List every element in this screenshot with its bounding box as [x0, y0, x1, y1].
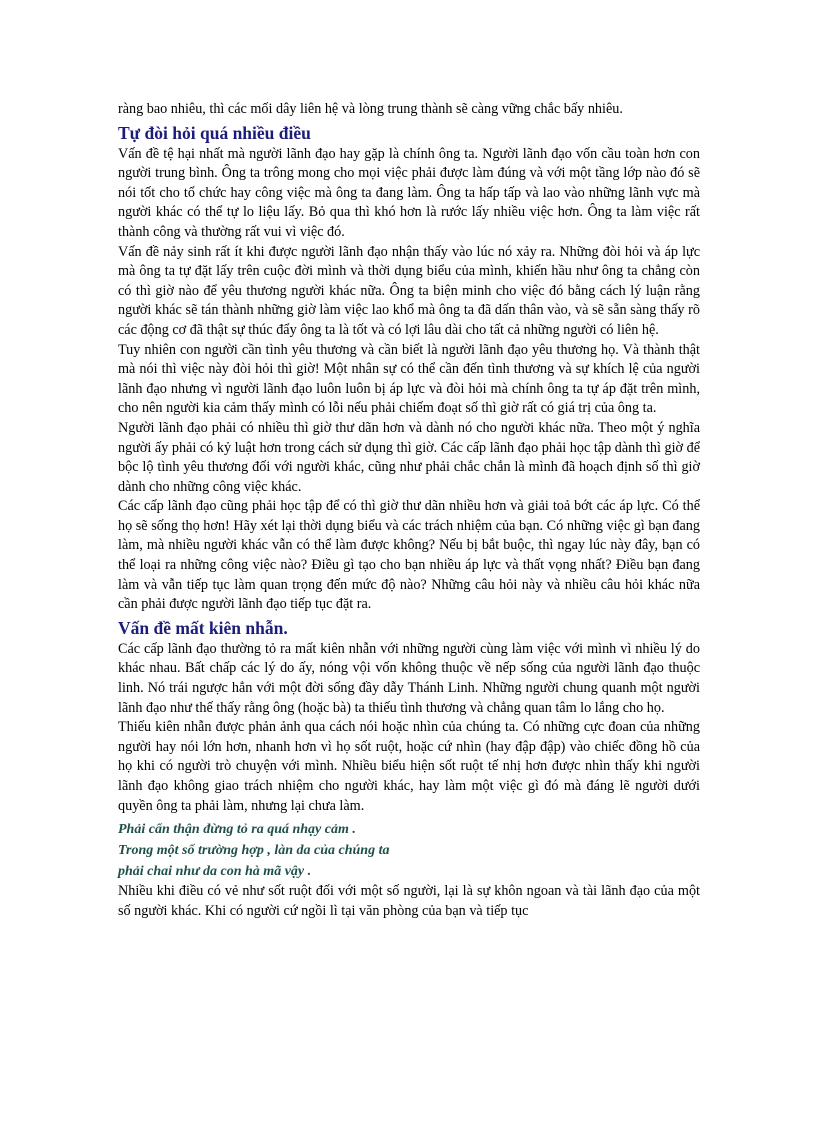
section-heading-demanding: Tự đòi hỏi quá nhiều điều: [118, 122, 311, 143]
paragraph: Thiếu kiên nhẫn được phản ảnh qua cách nói hoặc nhìn của chúng ta. Có những cực đoan của những người hay nói lớn hơn, nhanh hơn vì họ sốt ruột, hoặc cứ nhìn (hay đập đập) vào chiếc đồng hồ của họ khi có người trò chuyện với mình. Nhiều biểu hiện sốt ruột tế nhị hơn được nhìn thấy khi người lãnh đạo không giao trách nhiệm cho người khác, hay làm một việc gì đó mà đáng lẽ người dưới quyền ông ta phải làm, nhưng lại chưa làm.: [118, 719, 700, 814]
paragraph: Vấn đề nảy sinh rất ít khi được người lãnh đạo nhận thấy vào lúc nó xảy ra. Những đòi hỏi và áp lực mà ông ta tự đặt lấy trên cuộc đời mình và thời dụng biểu của mình, khiến hầu như ông ta chẳng còn có thì giờ nào để yêu thương người khác nữa. Ông ta biện minh cho việc đó bằng cách lý luận rằng người khác sẽ tán thành những giờ làm việc lao khổ mà ông ta đã dấn thân vào, và sẽ sẵn sàng thấy rõ các động cơ đã thật sự thúc đẩy ông ta là tốt và có lợi lâu dài cho tất cả những người có liên hệ.: [118, 243, 700, 338]
section-heading-impatience: Vấn đề mất kiên nhẫn.: [118, 617, 288, 638]
lead-line: ràng bao nhiêu, thì các mối dây liên hệ và lòng trung thành sẽ càng vững chắc bấy nhiêu.: [118, 101, 623, 117]
highlighted-quote-line: Phải cẩn thận đừng tỏ ra quá nhạy cảm .: [118, 822, 356, 838]
paragraph: Các cấp lãnh đạo cũng phải học tập để có thì giờ thư dãn nhiều hơn và giải toả bớt các áp lực. Có thể họ sẽ sống thọ hơn! Hãy xét lại thời dụng biểu và các trách nhiệm của bạn. Có những việc gì bạn đang làm, mà nhiều người khác vẫn có thể làm được không? Nếu bị bắt buộc, thì ngay lúc này đây, bạn có thể loại ra những công việc nào? Điều gì tạo cho bạn nhiều áp lực và thất vọng nhất? Điều bạn đang làm và vẫn tiếp tục làm quan trọng đến mức độ nào? Những câu hỏi này và nhiều câu hỏi khác nữa cần phải được người lãnh đạo tiếp tục đặt ra.: [118, 498, 700, 613]
highlighted-quote-line: Trong một số trường hợp , làn da của chúng ta: [118, 843, 390, 859]
highlighted-quote-line: phải chai như da con hà mã vậy .: [118, 864, 312, 880]
paragraph: Vấn đề tệ hại nhất mà người lãnh đạo hay gặp là chính ông ta. Người lãnh đạo vốn cầu toàn hơn con người trung bình. Ông ta trông mong cho mọi việc phải được làm đúng và với một tầng lớp nào đó sẽ nói tốt cho tổ chức hay công việc mà ông ta đang làm. Ông ta hấp tấp và lao vào những lãnh vực mà người khác có thể tự lo liệu lấy. Bỏ qua thì khó hơn là rước lấy nhiều việc hơn. Ông ta làm việc rất thành công và thường rất vui vì việc đó.: [118, 145, 700, 240]
paragraph: Nhiều khi điều có vẻ như sốt ruột đối với một số người, lại là sự khôn ngoan và tài lãnh đạo của một số người khác. Khi có người cứ ngồi lì tại văn phòng của bạn và tiếp tục: [118, 883, 700, 919]
paragraph: Các cấp lãnh đạo thường tỏ ra mất kiên nhẫn với những người cùng làm việc với mình vì nhiều lý do khác nhau. Bất chấp các lý do ấy, nóng vội vốn không thuộc về nếp sống của người lãnh đạo thuộc linh. Nó trái ngược hẳn với một đời sống đầy dẫy Thánh Linh. Những người chung quanh một người lãnh đạo như thế thấy rằng ông (hoặc bà) ta thiếu tình thương và chẳng quan tâm lo lắng cho họ.: [118, 640, 700, 716]
document-page: [118, 100, 700, 921]
paragraph: Tuy nhiên con người cần tình yêu thương và cần biết là người lãnh đạo yêu thương họ. Và thành thật mà nói thì việc này đòi hỏi thì giờ! Một nhân sự có thể cần đến tình thương và sự khích lệ của người lãnh đạo nhưng vì người lãnh đạo luôn luôn bị áp lực và đòi hỏi mà chính ông ta tự áp đặt trên mình, cho nên người kia cảm thấy mình có lỗi nếu phải chiếm đoạt số thì giờ rất có giá trị của ông ta.: [118, 341, 700, 417]
paragraph: Người lãnh đạo phải có nhiều thì giờ thư dãn hơn và dành nó cho người khác nữa. Theo một ý nghĩa người ấy phải có kỷ luật hơn trong cách sử dụng thì giờ. Các cấp lãnh đạo phải học tập dành thì giờ để bộc lộ tình yêu thương đối với người khác, cũng như phải chắc chắn là mình đã hoạch định số thì giờ dành cho những công việc khác.: [118, 419, 700, 495]
